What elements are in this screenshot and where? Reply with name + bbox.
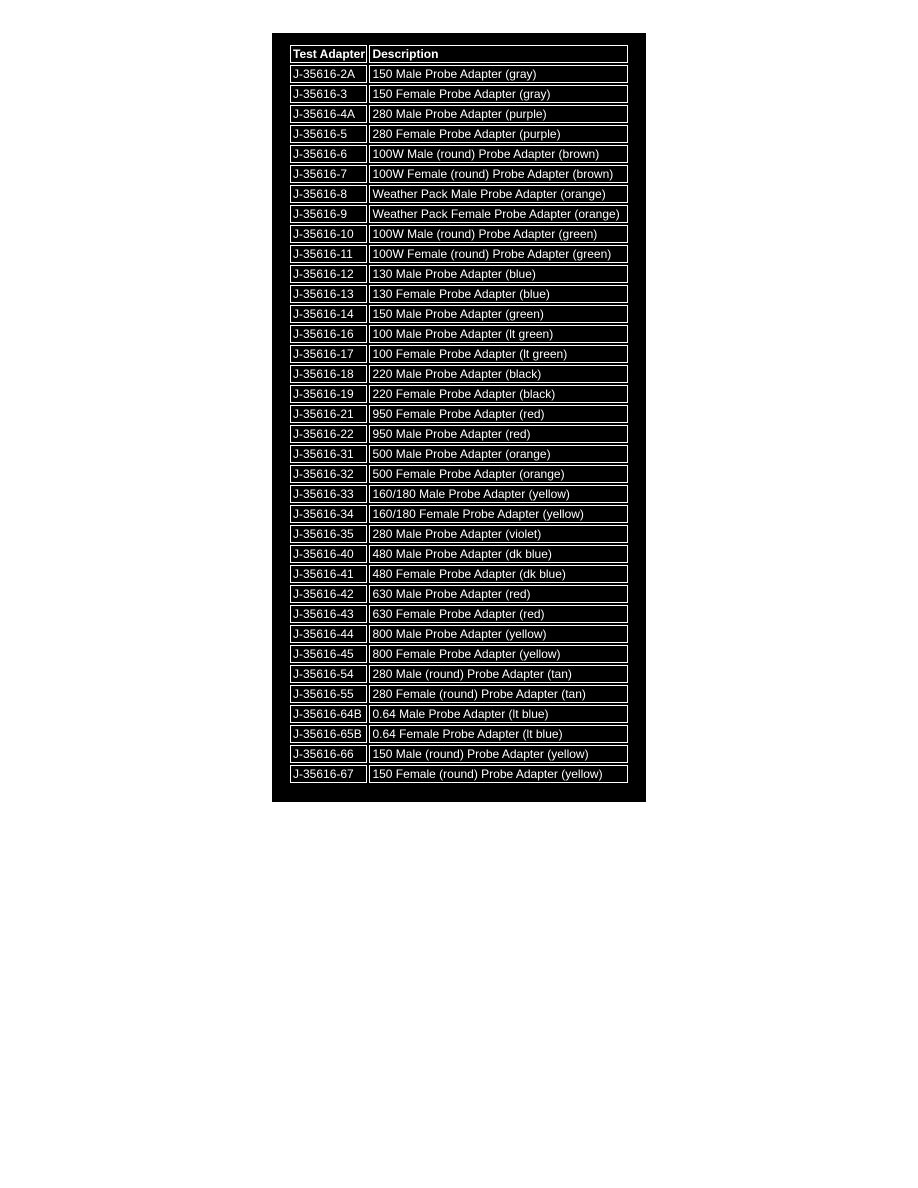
table-row bbox=[290, 605, 628, 623]
description-cell: 130 Female Probe Adapter (blue) bbox=[369, 285, 628, 303]
test-adapter-cell: J-35616-10 bbox=[290, 225, 367, 243]
test-adapter-cell: J-35616-13 bbox=[290, 285, 367, 303]
description-cell: 100W Female (round) Probe Adapter (green) bbox=[369, 245, 628, 263]
description-cell: 100 Male Probe Adapter (lt green) bbox=[369, 325, 628, 343]
description-cell: 0.64 Male Probe Adapter (lt blue) bbox=[369, 705, 628, 723]
table-row bbox=[290, 285, 628, 303]
description-cell: 220 Female Probe Adapter (black) bbox=[369, 385, 628, 403]
test-adapter-cell: J-35616-14 bbox=[290, 305, 367, 323]
table-row bbox=[290, 685, 628, 703]
description-cell: 630 Male Probe Adapter (red) bbox=[369, 585, 628, 603]
test-adapter-cell: J-35616-3 bbox=[290, 85, 367, 103]
description-cell: 800 Female Probe Adapter (yellow) bbox=[369, 645, 628, 663]
description-cell: Weather Pack Male Probe Adapter (orange) bbox=[369, 185, 628, 203]
table-row bbox=[290, 385, 628, 403]
table-row bbox=[290, 525, 628, 543]
table-row bbox=[290, 585, 628, 603]
description-cell: 160/180 Male Probe Adapter (yellow) bbox=[369, 485, 628, 503]
table-row bbox=[290, 765, 628, 783]
header-description: Description bbox=[369, 45, 628, 63]
test-adapter-cell: J-35616-11 bbox=[290, 245, 367, 263]
test-adapter-cell: J-35616-40 bbox=[290, 545, 367, 563]
table-row bbox=[290, 645, 628, 663]
test-adapter-cell: J-35616-66 bbox=[290, 745, 367, 763]
description-cell: 150 Male (round) Probe Adapter (yellow) bbox=[369, 745, 628, 763]
table-row bbox=[290, 165, 628, 183]
table-row bbox=[290, 185, 628, 203]
test-adapter-cell: J-35616-22 bbox=[290, 425, 367, 443]
test-adapter-cell: J-35616-54 bbox=[290, 665, 367, 683]
description-cell: 280 Male (round) Probe Adapter (tan) bbox=[369, 665, 628, 683]
description-cell: 280 Female Probe Adapter (purple) bbox=[369, 125, 628, 143]
description-cell: 130 Male Probe Adapter (blue) bbox=[369, 265, 628, 283]
test-adapter-cell: J-35616-44 bbox=[290, 625, 367, 643]
test-adapter-cell: J-35616-6 bbox=[290, 145, 367, 163]
test-adapter-cell: J-35616-4A bbox=[290, 105, 367, 123]
description-cell: 100W Female (round) Probe Adapter (brown) bbox=[369, 165, 628, 183]
table-row bbox=[290, 325, 628, 343]
test-adapter-cell: J-35616-17 bbox=[290, 345, 367, 363]
description-cell: 280 Female (round) Probe Adapter (tan) bbox=[369, 685, 628, 703]
table-row bbox=[290, 505, 628, 523]
description-cell: 950 Female Probe Adapter (red) bbox=[369, 405, 628, 423]
test-adapter-cell: J-35616-34 bbox=[290, 505, 367, 523]
test-adapter-cell: J-35616-2A bbox=[290, 65, 367, 83]
description-cell: 280 Male Probe Adapter (violet) bbox=[369, 525, 628, 543]
table-row bbox=[290, 205, 628, 223]
table-row bbox=[290, 365, 628, 383]
table-row bbox=[290, 545, 628, 563]
test-adapter-cell: J-35616-16 bbox=[290, 325, 367, 343]
description-cell: 100 Female Probe Adapter (lt green) bbox=[369, 345, 628, 363]
test-adapter-cell: J-35616-33 bbox=[290, 485, 367, 503]
test-adapter-cell: J-35616-64B bbox=[290, 705, 367, 723]
table-row bbox=[290, 265, 628, 283]
test-adapter-cell: J-35616-9 bbox=[290, 205, 367, 223]
table-row bbox=[290, 305, 628, 323]
test-adapter-cell: J-35616-7 bbox=[290, 165, 367, 183]
test-adapter-cell: J-35616-21 bbox=[290, 405, 367, 423]
table-row bbox=[290, 705, 628, 723]
table-row bbox=[290, 745, 628, 763]
table-row bbox=[290, 465, 628, 483]
test-adapter-cell: J-35616-41 bbox=[290, 565, 367, 583]
table-row bbox=[290, 565, 628, 583]
description-cell: 500 Male Probe Adapter (orange) bbox=[369, 445, 628, 463]
adapter-table bbox=[288, 43, 630, 785]
description-cell: 150 Female (round) Probe Adapter (yellow) bbox=[369, 765, 628, 783]
test-adapter-cell: J-35616-18 bbox=[290, 365, 367, 383]
test-adapter-cell: J-35616-19 bbox=[290, 385, 367, 403]
table-row bbox=[290, 145, 628, 163]
table-row bbox=[290, 65, 628, 83]
table-row bbox=[290, 725, 628, 743]
test-adapter-cell: J-35616-55 bbox=[290, 685, 367, 703]
test-adapter-cell: J-35616-67 bbox=[290, 765, 367, 783]
table-row bbox=[290, 85, 628, 103]
description-cell: 100W Male (round) Probe Adapter (brown) bbox=[369, 145, 628, 163]
test-adapter-cell: J-35616-35 bbox=[290, 525, 367, 543]
description-cell: 800 Male Probe Adapter (yellow) bbox=[369, 625, 628, 643]
description-cell: 0.64 Female Probe Adapter (lt blue) bbox=[369, 725, 628, 743]
test-adapter-cell: J-35616-45 bbox=[290, 645, 367, 663]
test-adapter-cell: J-35616-42 bbox=[290, 585, 367, 603]
table-row bbox=[290, 405, 628, 423]
table-row bbox=[290, 625, 628, 643]
table-row bbox=[290, 445, 628, 463]
description-cell: 480 Male Probe Adapter (dk blue) bbox=[369, 545, 628, 563]
description-cell: 150 Male Probe Adapter (gray) bbox=[369, 65, 628, 83]
adapter-table-panel bbox=[272, 33, 646, 802]
description-cell: 220 Male Probe Adapter (black) bbox=[369, 365, 628, 383]
description-cell: Weather Pack Female Probe Adapter (orange) bbox=[369, 205, 628, 223]
test-adapter-cell: J-35616-5 bbox=[290, 125, 367, 143]
description-cell: 280 Male Probe Adapter (purple) bbox=[369, 105, 628, 123]
table-row bbox=[290, 425, 628, 443]
test-adapter-cell: J-35616-43 bbox=[290, 605, 367, 623]
table-row bbox=[290, 105, 628, 123]
table-row bbox=[290, 665, 628, 683]
description-cell: 160/180 Female Probe Adapter (yellow) bbox=[369, 505, 628, 523]
description-cell: 150 Female Probe Adapter (gray) bbox=[369, 85, 628, 103]
test-adapter-cell: J-35616-31 bbox=[290, 445, 367, 463]
table-row bbox=[290, 225, 628, 243]
description-cell: 500 Female Probe Adapter (orange) bbox=[369, 465, 628, 483]
test-adapter-cell: J-35616-65B bbox=[290, 725, 367, 743]
description-cell: 630 Female Probe Adapter (red) bbox=[369, 605, 628, 623]
description-cell: 150 Male Probe Adapter (green) bbox=[369, 305, 628, 323]
description-cell: 480 Female Probe Adapter (dk blue) bbox=[369, 565, 628, 583]
table-body bbox=[290, 65, 628, 783]
test-adapter-cell: J-35616-12 bbox=[290, 265, 367, 283]
description-cell: 100W Male (round) Probe Adapter (green) bbox=[369, 225, 628, 243]
test-adapter-cell: J-35616-32 bbox=[290, 465, 367, 483]
description-cell: 950 Male Probe Adapter (red) bbox=[369, 425, 628, 443]
table-row bbox=[290, 125, 628, 143]
table-row bbox=[290, 345, 628, 363]
table-row bbox=[290, 245, 628, 263]
header-test-adapter: Test Adapter bbox=[290, 45, 367, 63]
table-header-row bbox=[290, 45, 628, 63]
table-row bbox=[290, 485, 628, 503]
test-adapter-cell: J-35616-8 bbox=[290, 185, 367, 203]
